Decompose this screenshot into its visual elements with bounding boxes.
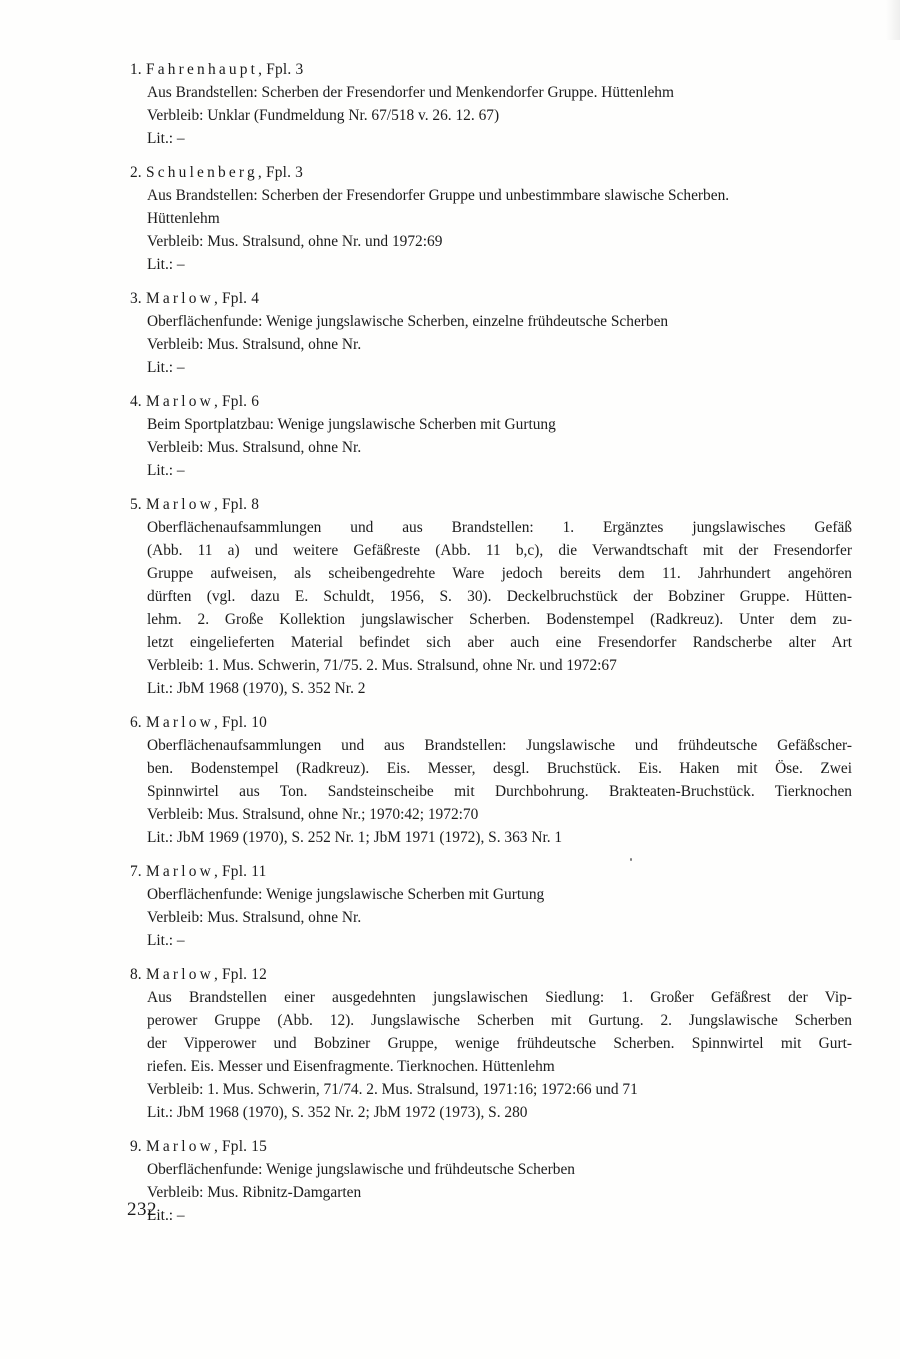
entry-place-name: Marlow — [146, 966, 214, 983]
entry-text-line: Verbleib: Mus. Stralsund, ohne Nr. — [147, 909, 362, 926]
entry-text-line: Oberflächenaufsammlungen und aus Brandstellen: Jungslawische und frühdeutsche Gefäßscher- — [147, 737, 852, 754]
entry-heading — [130, 287, 852, 310]
entry-number: 9. — [130, 1138, 142, 1155]
entry-text-line: Lit.: – — [147, 256, 185, 273]
entry-text-line: perower Gruppe (Abb. 12). Jungslawische Scherben mit Gurtung. 2. Jungslawische Scherben — [147, 1012, 852, 1029]
entry-text-line: Oberflächenfunde: Wenige jungslawische Scherben, einzelne frühdeutsche Scherben — [147, 313, 669, 330]
entry-site-number: , Fpl. 3 — [258, 61, 304, 78]
site-catalogue-list — [130, 58, 852, 1238]
entry-number: 7. — [130, 863, 142, 880]
entry-description — [130, 413, 852, 482]
entry-text-line: Aus Brandstellen: Scherben der Fresendorfer Gruppe und unbestimmbare slawische Scherben. — [147, 187, 730, 204]
entry-text-line: Verbleib: Mus. Stralsund, ohne Nr. und 1972:69 — [147, 233, 443, 250]
page-edge-shadow — [886, 0, 900, 40]
entry-site-number: , Fpl. 10 — [213, 714, 268, 731]
entry-description — [130, 310, 852, 379]
entry-text-line: der Vipperower und Bobziner Gruppe, wenige frühdeutsche Scherben. Spinnwirtel mit Gurt- — [147, 1035, 852, 1052]
entry-heading — [130, 860, 852, 883]
entry-description — [130, 516, 852, 700]
catalogue-entry — [130, 287, 852, 379]
entry-site-number: , Fpl. 11 — [213, 863, 267, 880]
scan-speck — [630, 858, 632, 861]
catalogue-entry — [130, 161, 852, 276]
entry-site-number: , Fpl. 6 — [213, 393, 260, 410]
entry-place-name: Marlow — [146, 393, 214, 410]
entry-text-line: Hüttenlehm — [147, 210, 220, 227]
entry-text-line: Lit.: JbM 1969 (1970), S. 252 Nr. 1; JbM 1971 (1972), S. 363 Nr. 1 — [147, 829, 563, 846]
entry-heading — [130, 493, 852, 516]
entry-heading — [130, 711, 852, 734]
entry-heading — [130, 58, 852, 81]
entry-heading — [130, 1135, 852, 1158]
entry-text-line: dürften (vgl. dazu E. Schuldt, 1956, S. 30). Deckelbruchstück der Bobziner Gruppe. Hütten- — [147, 588, 852, 605]
catalogue-entry — [130, 711, 852, 849]
entry-text-line: lehm. 2. Große Kollektion jungslawischer Scherben. Bodenstempel (Radkreuz). Unter dem zu- — [147, 611, 852, 628]
entry-text-line: Lit.: JbM 1968 (1970), S. 352 Nr. 2 — [147, 680, 366, 697]
entry-heading — [130, 963, 852, 986]
entry-number: 1. — [130, 61, 142, 78]
entry-place-name: Marlow — [146, 1138, 214, 1155]
entry-site-number: , Fpl. 12 — [213, 966, 268, 983]
entry-text-line: Oberflächenfunde: Wenige jungslawische und frühdeutsche Scherben — [147, 1161, 575, 1178]
entry-number: 3. — [130, 290, 142, 307]
entry-description — [130, 883, 852, 952]
entry-number: 5. — [130, 496, 142, 513]
entry-text-line: Verbleib: Mus. Ribnitz-Damgarten — [147, 1184, 362, 1201]
entry-text-line: Verbleib: Mus. Stralsund, ohne Nr.; 1970:42; 1972:70 — [147, 806, 479, 823]
catalogue-entry — [130, 390, 852, 482]
entry-text-line: Lit.: – — [147, 359, 185, 376]
entry-site-number: , Fpl. 8 — [213, 496, 260, 513]
entry-description — [130, 1158, 852, 1227]
catalogue-entry — [130, 58, 852, 150]
entry-text-line: Lit.: – — [147, 932, 185, 949]
entry-text-line: Verbleib: Unklar (Fundmeldung Nr. 67/518 v. 26. 12. 67) — [147, 107, 500, 124]
entry-text-line: Aus Brandstellen: Scherben der Fresendorfer und Menkendorfer Gruppe. Hüttenlehm — [147, 84, 674, 101]
entry-text-line: Lit.: – — [147, 130, 185, 147]
entry-text-line: letzt eingelieferten Material befindet sich aber auch eine Fresendorfer Randscherbe alter Art — [147, 634, 852, 651]
entry-text-line: Spinnwirtel aus Ton. Sandsteinscheibe mit Durchbohrung. Brakteaten-Bruchstück. Tierknochen — [147, 783, 852, 800]
entry-text-line: Verbleib: Mus. Stralsund, ohne Nr. — [147, 439, 362, 456]
page-number: 232 — [127, 1199, 157, 1220]
entry-description — [130, 81, 852, 150]
catalogue-entry — [130, 493, 852, 700]
entry-place-name: Schulenberg — [146, 164, 258, 181]
entry-heading — [130, 390, 852, 413]
entry-description — [130, 734, 852, 849]
entry-place-name: Marlow — [146, 290, 214, 307]
catalogue-entry — [130, 963, 852, 1124]
entry-text-line: Verbleib: Mus. Stralsund, ohne Nr. — [147, 336, 362, 353]
entry-number: 8. — [130, 966, 142, 983]
entry-text-line: Verbleib: 1. Mus. Schwerin, 71/74. 2. Mus. Stralsund, 1971:16; 1972:66 und 71 — [147, 1081, 638, 1098]
entry-place-name: Marlow — [146, 714, 214, 731]
entry-number: 6. — [130, 714, 142, 731]
entry-text-line: Beim Sportplatzbau: Wenige jungslawische Scherben mit Gurtung — [147, 416, 556, 433]
entry-text-line: Oberflächenfunde: Wenige jungslawische Scherben mit Gurtung — [147, 886, 545, 903]
entry-text-line: Lit.: JbM 1968 (1970), S. 352 Nr. 2; JbM 1972 (1973), S. 280 — [147, 1104, 528, 1121]
entry-site-number: , Fpl. 4 — [213, 290, 260, 307]
entry-place-name: Marlow — [146, 863, 214, 880]
entry-description — [130, 184, 852, 276]
entry-text-line: Lit.: – — [147, 1207, 185, 1224]
catalogue-entry — [130, 1135, 852, 1227]
entry-text-line: ben. Bodenstempel (Radkreuz). Eis. Messer, desgl. Bruchstück. Eis. Haken mit Öse. Zwei — [147, 760, 852, 777]
catalogue-entry — [130, 860, 852, 952]
entry-site-number: , Fpl. 3 — [257, 164, 304, 181]
entry-text-line: Oberflächenaufsammlungen und aus Brandstellen: 1. Ergänztes jungslawisches Gefäß — [147, 519, 852, 536]
entry-site-number: , Fpl. 15 — [213, 1138, 268, 1155]
entry-description — [130, 986, 852, 1124]
entry-text-line: Gruppe aufweisen, als scheibengedrehte Ware jedoch bereits dem 11. Jahrhundert angehören — [147, 565, 852, 582]
entry-text-line: Aus Brandstellen einer ausgedehnten jungslawischen Siedlung: 1. Großer Gefäßrest der Vip- — [147, 989, 852, 1006]
entry-number: 2. — [130, 164, 142, 181]
entry-text-line: Lit.: – — [147, 462, 185, 479]
entry-text-line: riefen. Eis. Messer und Eisenfragmente. Tierknochen. Hüttenlehm — [147, 1058, 555, 1075]
entry-heading — [130, 161, 852, 184]
entry-number: 4. — [130, 393, 142, 410]
entry-text-line: (Abb. 11 a) und weitere Gefäßreste (Abb. 11 b,c), die Verwandtschaft mit der Fresendorfer — [147, 542, 852, 559]
entry-place-name: Marlow — [146, 496, 214, 513]
entry-place-name: Fahrenhaupt — [146, 61, 259, 78]
entry-text-line: Verbleib: 1. Mus. Schwerin, 71/75. 2. Mus. Stralsund, ohne Nr. und 1972:67 — [147, 657, 617, 674]
